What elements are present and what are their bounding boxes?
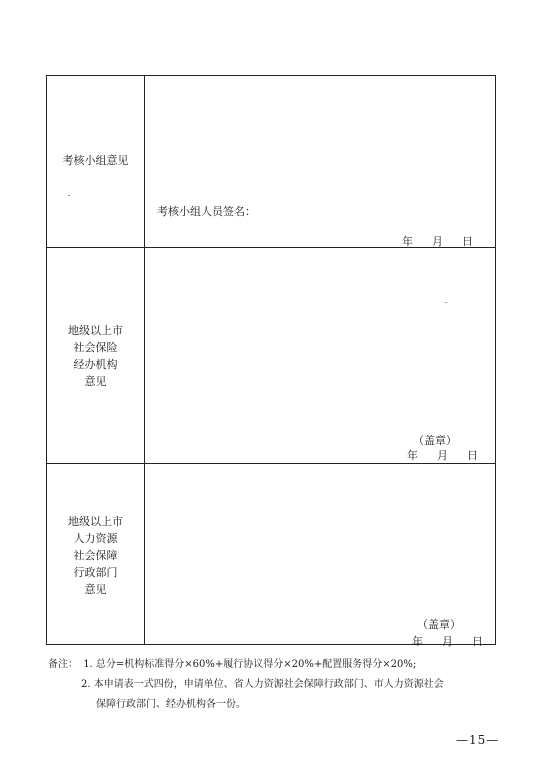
label-line: 意见 xyxy=(84,375,107,388)
signature-label: 考核小组人员签名： xyxy=(157,205,256,218)
date-line xyxy=(407,447,478,463)
date-line xyxy=(412,633,483,649)
month-label: 月 xyxy=(437,449,448,462)
scan-speck xyxy=(445,302,447,303)
month-label: 月 xyxy=(432,235,443,248)
label-line: 意见 xyxy=(84,583,107,596)
assessment-group-label xyxy=(47,152,144,169)
label-line: 经办机构 xyxy=(73,358,118,371)
day-label: 日 xyxy=(467,449,478,462)
seal-label: （盖章） xyxy=(417,618,461,631)
date-line xyxy=(402,233,473,249)
note-line-1 xyxy=(48,655,508,675)
note-line-2 xyxy=(48,675,508,695)
social-insurance-agency-label xyxy=(47,322,144,390)
day-label: 日 xyxy=(472,635,483,648)
label-line: 考核小组意见 xyxy=(62,154,129,167)
label-line: 社会保险 xyxy=(73,341,118,354)
social-insurance-agency-row xyxy=(47,248,495,464)
month-label: 月 xyxy=(442,635,453,648)
note-line-3 xyxy=(48,695,508,715)
approval-form-table xyxy=(46,75,496,648)
note-1: 1. 总分=机构标准得分×60%+履行协议得分×20%+配置服务得分×20%; xyxy=(83,659,417,670)
seal-label: （盖章） xyxy=(413,434,457,447)
label-line: 行政部门 xyxy=(73,566,118,579)
note-3: 保障行政部门、经办机构各一份。 xyxy=(96,699,246,710)
column-divider xyxy=(144,248,145,463)
notes-prefix: 备注： xyxy=(48,659,78,670)
scan-speck xyxy=(68,195,70,196)
note-2: 2. 本申请表一式四份，申请单位、省人力资源社会保障行政部门、市人力资源社会 xyxy=(81,679,444,690)
label-line: 社会保障 xyxy=(73,549,118,562)
label-line: 人力资源 xyxy=(73,532,118,545)
year-label: 年 xyxy=(402,235,413,248)
column-divider xyxy=(144,76,145,247)
hr-department-row xyxy=(47,464,495,648)
assessment-group-row xyxy=(47,76,495,248)
day-label: 日 xyxy=(462,235,473,248)
hr-department-label xyxy=(47,513,144,598)
year-label: 年 xyxy=(407,449,418,462)
label-line: 地级以上市 xyxy=(68,515,123,528)
year-label: 年 xyxy=(412,635,423,648)
column-divider xyxy=(144,464,145,644)
label-line: 地级以上市 xyxy=(68,324,123,337)
footnotes xyxy=(48,655,508,715)
page-number: —15— xyxy=(456,733,500,747)
